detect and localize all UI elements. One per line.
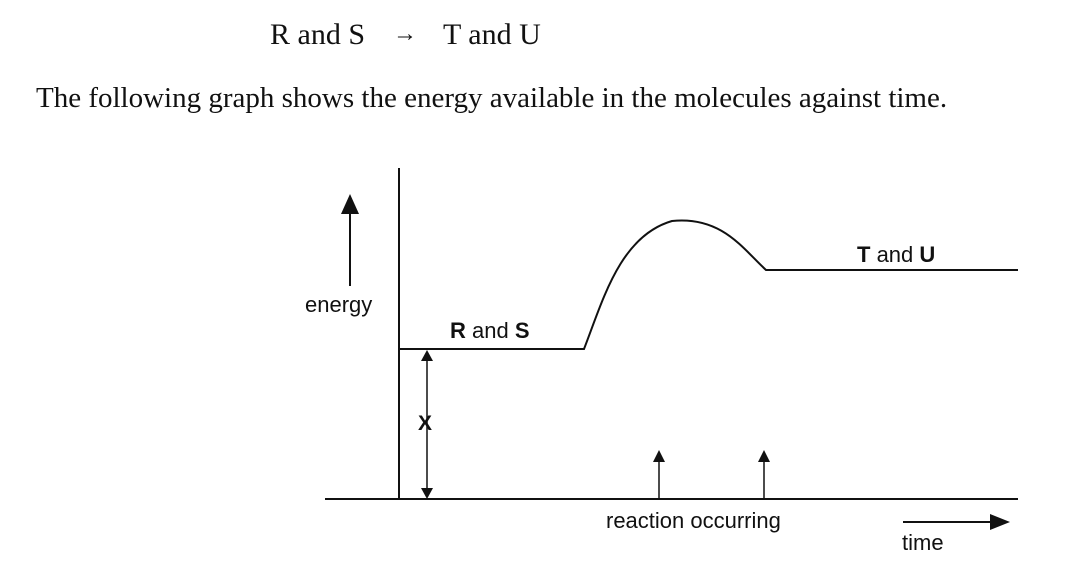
energy-axis-label: energy (305, 292, 373, 317)
equation-arrow: → (393, 21, 418, 47)
equation-products: T and U (443, 18, 541, 51)
energy-arrow-head (341, 194, 359, 214)
time-axis-label: time (902, 530, 944, 555)
reactant-s: S (514, 318, 530, 343)
reaction-start-arrow-head (653, 450, 665, 462)
product-and: and (870, 242, 920, 267)
time-arrow-head (990, 514, 1010, 530)
graph-caption: The following graph shows the energy available in the molecules against time. (36, 82, 948, 114)
reactant-r: R (450, 318, 466, 343)
x-arrow-head-bottom (421, 488, 433, 499)
reactant-and: and (465, 318, 515, 343)
reaction-end-arrow-head (758, 450, 770, 462)
product-u: U (919, 242, 936, 267)
reaction-occurring-label: reaction occurring (606, 508, 781, 533)
products-label (857, 242, 935, 268)
reactants-label (450, 318, 530, 344)
equation-reactants: R and S (270, 18, 366, 51)
x-marker-label: X (418, 412, 433, 435)
product-t: T (857, 242, 871, 267)
x-arrow-head-top (421, 350, 433, 361)
